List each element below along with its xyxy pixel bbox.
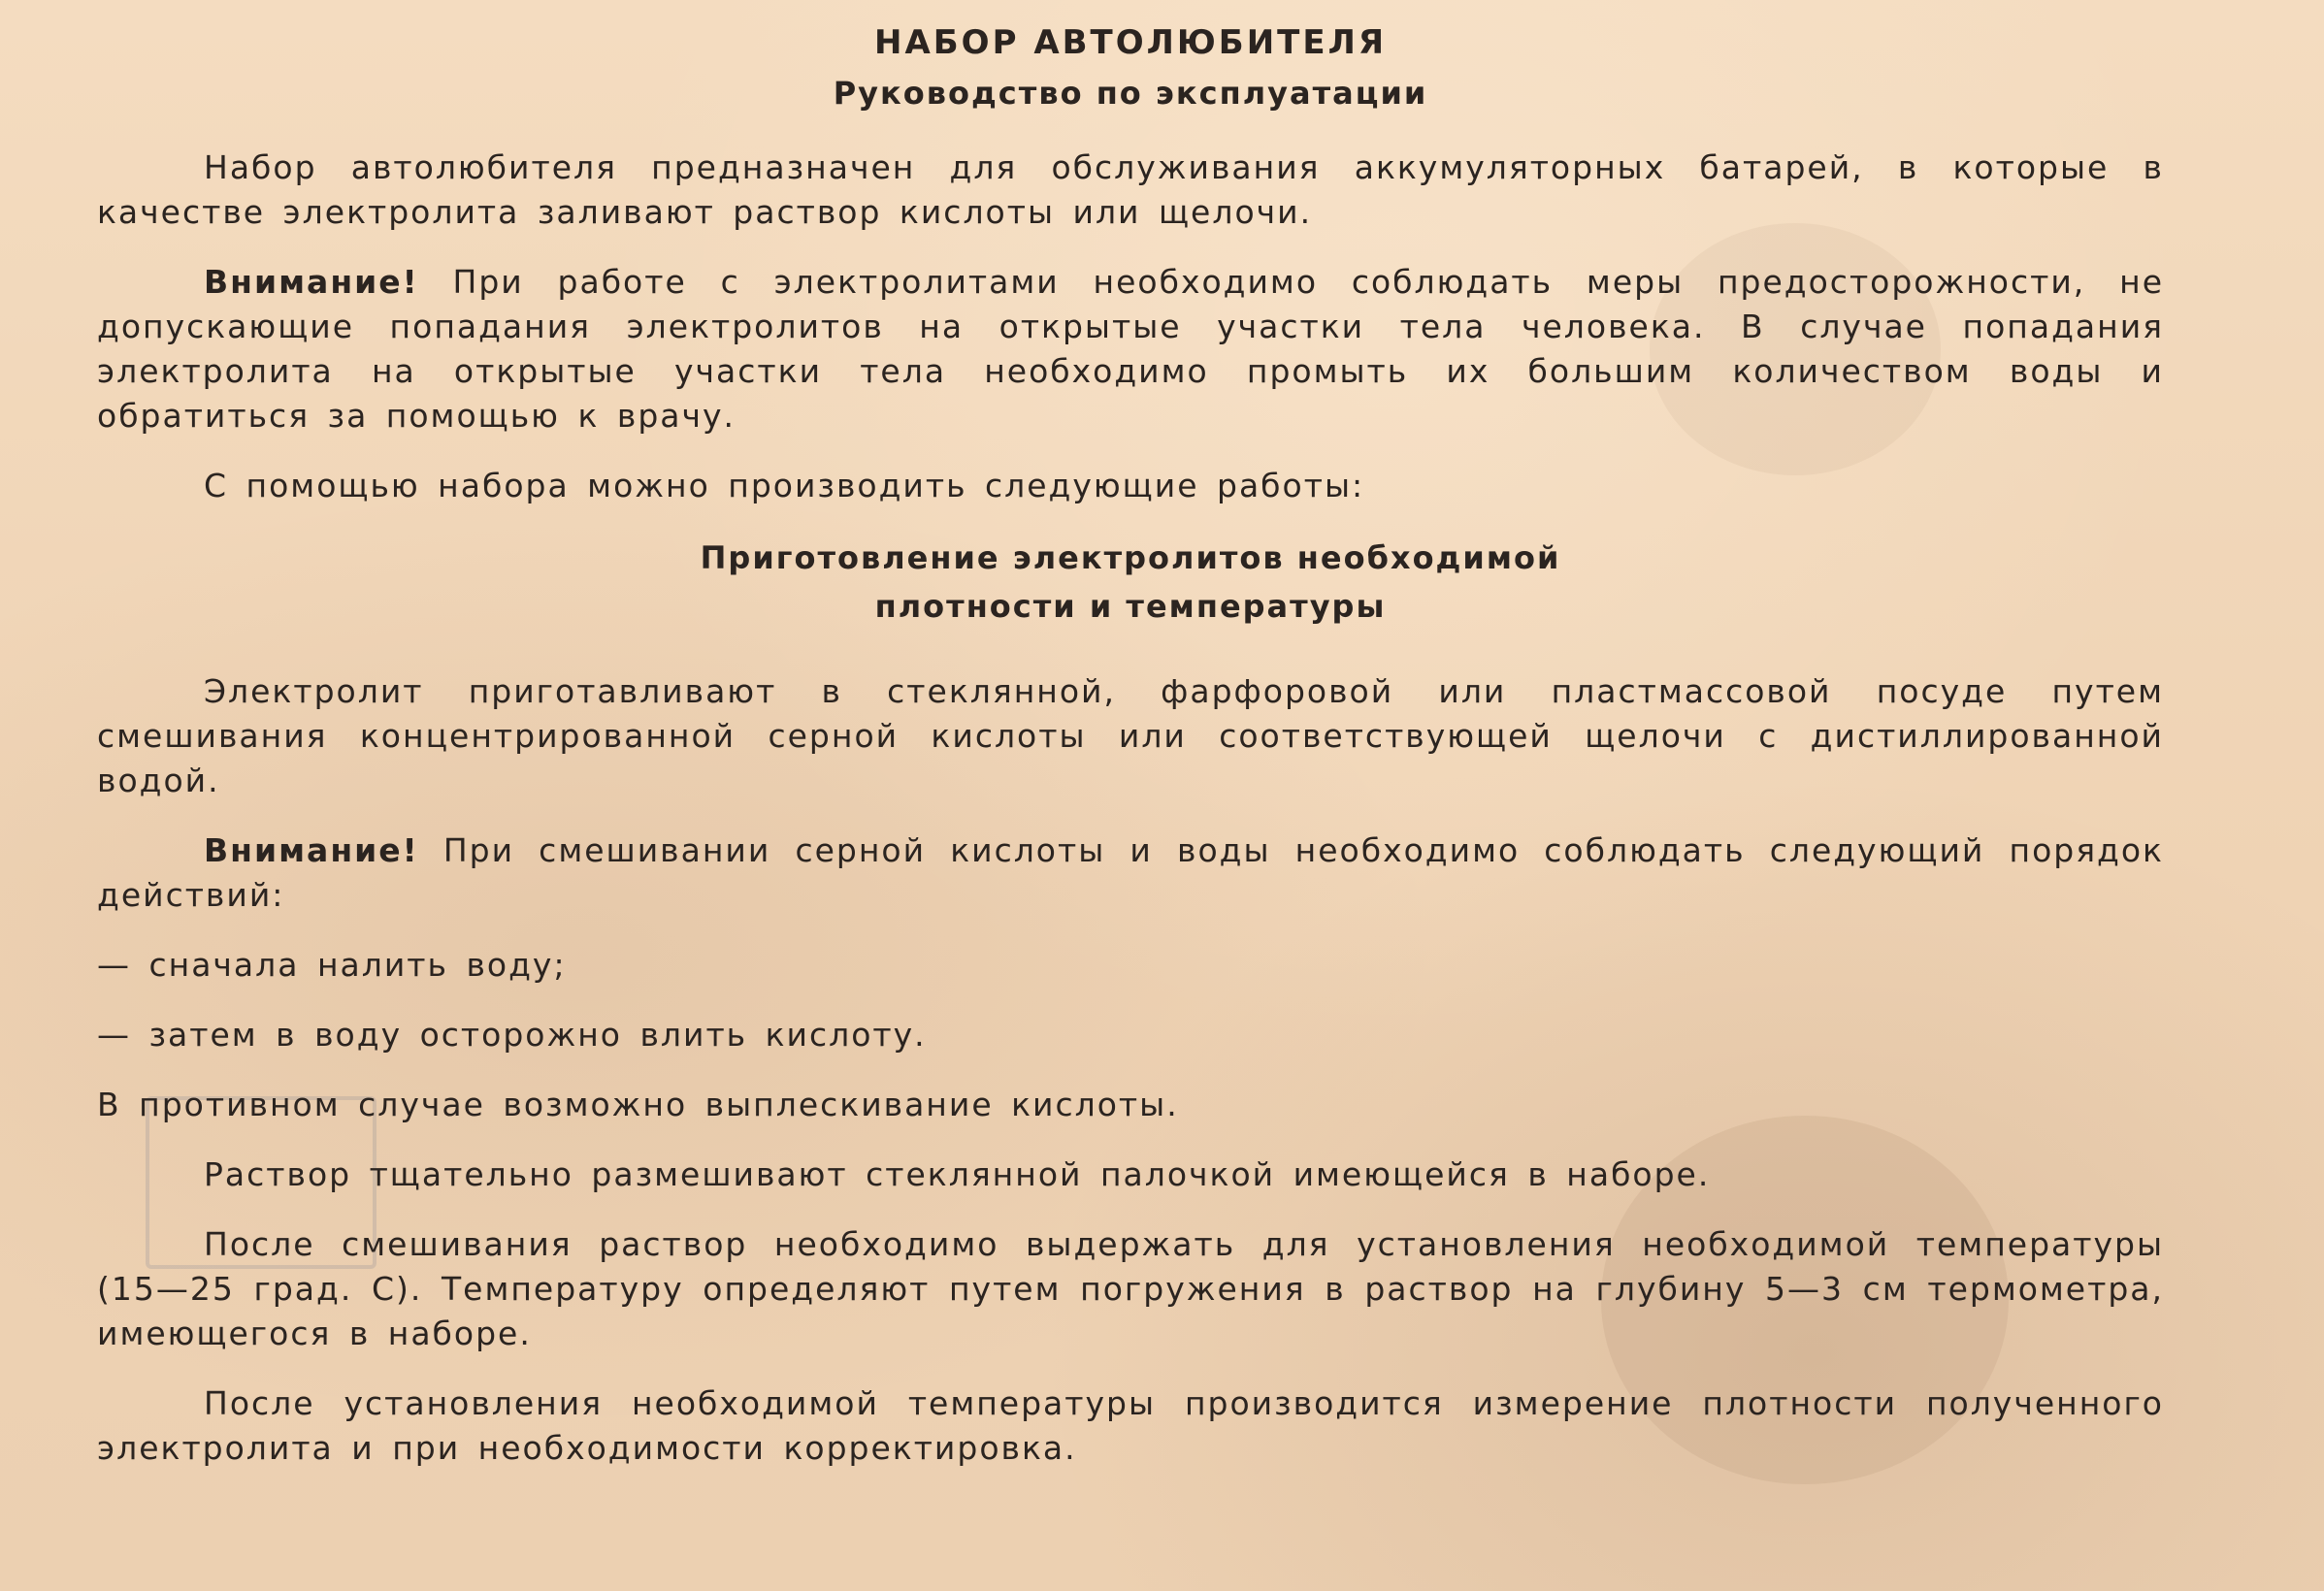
works-paragraph: С помощью набора можно производить следующие работы: bbox=[204, 467, 1365, 504]
warning-text: При работе с электролитами необходимо соблюдать меры предосторожности, не допускающие попадания электролитов на открытые участки тела человека. В случае попадания электролита на открытые участки тела необходимо промыть их большим количеством воды и обратиться за помощью к врачу. bbox=[97, 263, 2164, 435]
step-item: — затем в воду осторожно влить кислоту. bbox=[97, 1016, 927, 1054]
document-subtitle: Руководство по эксплуатации bbox=[833, 75, 1428, 112]
stir-paragraph: Раствор тщательно размешивают стеклянной палочкой имеющейся в наборе. bbox=[204, 1155, 1711, 1193]
intro-paragraph: Набор автолюбителя предназначен для обслуживания аккумуляторных батарей, в которые в качестве электролита заливают раствор кислоты или щелочи. bbox=[97, 148, 2164, 231]
warning-text: При смешивании серной кислоты и воды необходимо соблюдать следующий порядок действий: bbox=[97, 831, 2164, 914]
warning-paragraph-2 bbox=[97, 828, 2164, 918]
instruction-sheet bbox=[97, 17, 2164, 1496]
warning-paragraph-1 bbox=[97, 260, 2164, 438]
splash-paragraph: В противном случае возможно выплескивание кислоты. bbox=[97, 1086, 1179, 1123]
density-paragraph: После установления необходимой температуры производится измерение плотности полученного электролита и при необходимости корректировка. bbox=[97, 1384, 2164, 1467]
electrolyte-paragraph: Электролит приготавливают в стеклянной, фарфоровой или пластмассовой посуде путем смешивания концентрированной серной кислоты или соответствующей щелочи с дистиллированной водой. bbox=[97, 672, 2164, 799]
section-title bbox=[97, 534, 2164, 631]
section-title-line: плотности и температуры bbox=[874, 588, 1387, 625]
warning-label: Внимание! bbox=[204, 263, 419, 301]
temperature-paragraph: После смешивания раствор необходимо выдержать для установления необходимой температуры (15—25 град. С). Температуру определяют путем погружения в раствор на глубину 5—3 см термометра, имеющегося в наборе. bbox=[97, 1225, 2164, 1352]
section-title-line: Приготовление электролитов необходимой bbox=[700, 539, 1561, 576]
document-title: НАБОР АВТОЛЮБИТЕЛЯ bbox=[873, 23, 1388, 62]
step-item: — сначала налить воду; bbox=[97, 946, 567, 984]
warning-label: Внимание! bbox=[204, 831, 419, 869]
